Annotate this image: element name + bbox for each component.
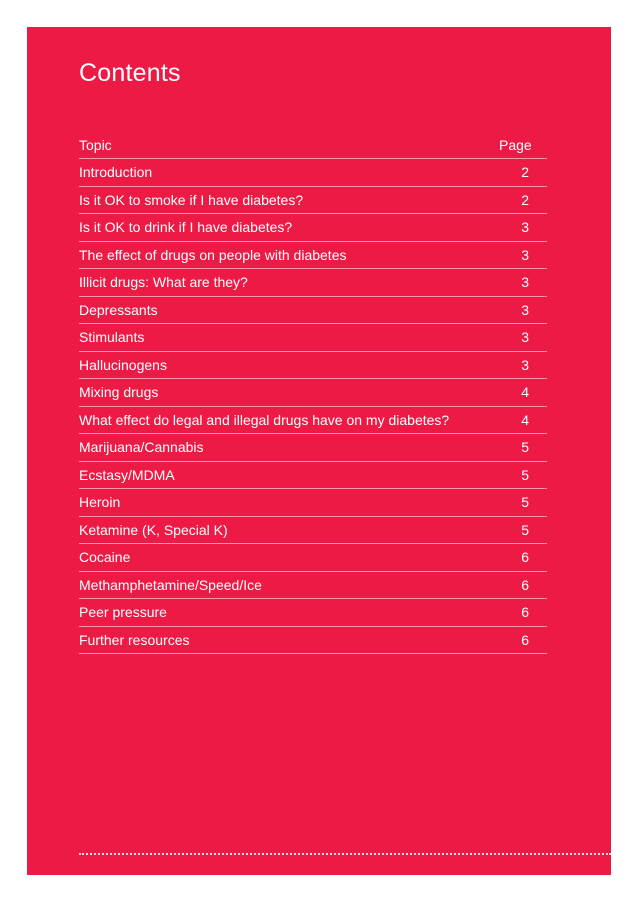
toc-row[interactable] xyxy=(79,187,547,215)
toc-row[interactable] xyxy=(79,407,547,435)
toc-row[interactable] xyxy=(79,627,547,655)
toc-page-number: 3 xyxy=(521,219,529,236)
toc-topic: Hallucinogens xyxy=(79,356,167,373)
toc-page-number: 3 xyxy=(521,246,529,263)
toc-topic: Stimulants xyxy=(79,329,145,346)
toc-topic: Ecstasy/MDMA xyxy=(79,466,175,483)
toc-page-number: 6 xyxy=(521,549,529,566)
toc-page-number: 5 xyxy=(521,521,529,538)
toc-header-topic: Topic xyxy=(79,137,112,153)
toc-row[interactable] xyxy=(79,297,547,325)
toc-row[interactable] xyxy=(79,352,547,380)
toc-topic: Is it OK to smoke if I have diabetes? xyxy=(79,191,304,208)
toc-row[interactable] xyxy=(79,572,547,600)
dotted-divider xyxy=(79,853,611,855)
toc-page-number: 2 xyxy=(521,164,529,181)
contents-page xyxy=(27,27,611,875)
toc-row[interactable] xyxy=(79,489,547,517)
toc-row[interactable] xyxy=(79,517,547,545)
toc-row[interactable] xyxy=(79,324,547,352)
toc-topic: Is it OK to drink if I have diabetes? xyxy=(79,219,293,236)
toc-topic: The effect of drugs on people with diabetes xyxy=(79,246,347,263)
toc-topic: Methamphetamine/Speed/Ice xyxy=(79,576,262,593)
toc-page-number: 3 xyxy=(521,301,529,318)
toc-topic: Heroin xyxy=(79,494,121,511)
toc-row[interactable] xyxy=(79,214,547,242)
toc-page-number: 6 xyxy=(521,576,529,593)
toc-row[interactable] xyxy=(79,462,547,490)
toc-row[interactable] xyxy=(79,269,547,297)
toc-topic: Ketamine (K, Special K) xyxy=(79,521,228,538)
table-of-contents xyxy=(79,132,547,654)
toc-topic: Illicit drugs: What are they? xyxy=(79,274,248,291)
toc-header-page: Page xyxy=(499,137,532,153)
toc-topic: What effect do legal and illegal drugs have on my diabetes? xyxy=(79,411,450,428)
toc-page-number: 5 xyxy=(521,439,529,456)
toc-page-number: 6 xyxy=(521,631,529,648)
toc-row[interactable] xyxy=(79,599,547,627)
toc-topic: Further resources xyxy=(79,631,190,648)
toc-topic: Marijuana/Cannabis xyxy=(79,439,204,456)
toc-page-number: 5 xyxy=(521,466,529,483)
toc-topic: Cocaine xyxy=(79,549,131,566)
toc-row[interactable] xyxy=(79,544,547,572)
toc-row[interactable] xyxy=(79,434,547,462)
toc-page-number: 3 xyxy=(521,274,529,291)
toc-page-number: 4 xyxy=(521,384,529,401)
page-title: Contents xyxy=(79,59,181,87)
toc-header xyxy=(79,132,547,159)
toc-topic: Mixing drugs xyxy=(79,384,159,401)
toc-row[interactable] xyxy=(79,242,547,270)
toc-topic: Peer pressure xyxy=(79,604,167,621)
toc-topic: Depressants xyxy=(79,301,158,318)
toc-page-number: 5 xyxy=(521,494,529,511)
toc-page-number: 2 xyxy=(521,191,529,208)
toc-topic: Introduction xyxy=(79,164,153,181)
toc-page-number: 3 xyxy=(521,356,529,373)
toc-page-number: 6 xyxy=(521,604,529,621)
toc-page-number: 4 xyxy=(521,411,529,428)
toc-page-number: 3 xyxy=(521,329,529,346)
toc-row[interactable] xyxy=(79,159,547,187)
toc-row[interactable] xyxy=(79,379,547,407)
